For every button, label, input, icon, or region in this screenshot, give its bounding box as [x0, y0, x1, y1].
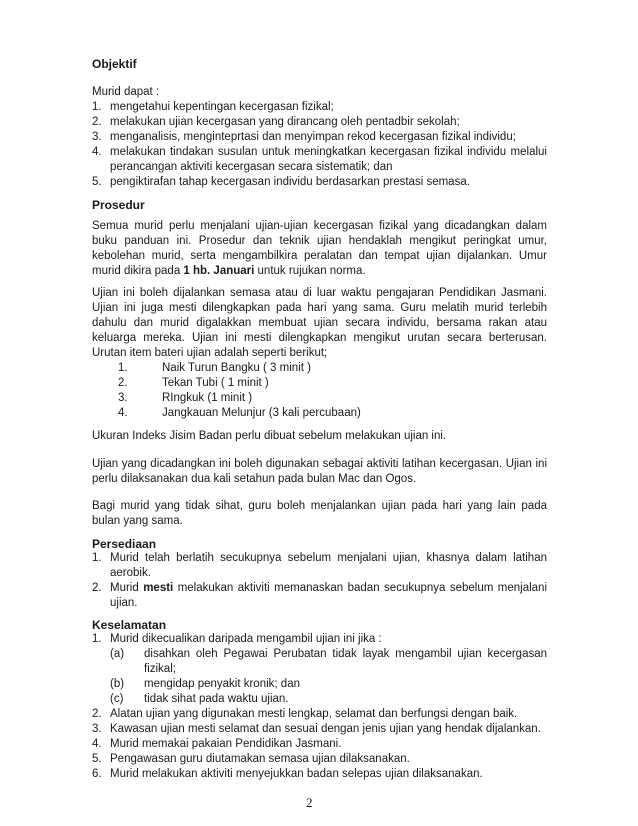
keselamatan-sub-text-cont: fizikal;: [144, 663, 176, 675]
prosedur-paragraph-line: perlu dilaksanakan dua kali setahun pada bulan Mac dan Ogos.: [92, 473, 417, 485]
keselamatan-item-number: 1.: [92, 633, 102, 645]
test-item-text: Naik Turun Bangku ( 3 minit ): [162, 362, 311, 374]
keselamatan-sub-text: tidak sihat pada waktu ujian.: [144, 693, 289, 705]
keselamatan-heading: Keselamatan: [92, 618, 167, 632]
persediaan-item-number: 2.: [92, 582, 102, 594]
objektif-item-number: 3.: [92, 131, 102, 143]
keselamatan-sub-text: disahkan oleh Pegawai Perubatan tidak layak mengambil ujian kecergasan: [144, 648, 547, 660]
keselamatan-item-text: Murid melakukan aktiviti menyejukkan badan selepas ujian dilaksanakan.: [110, 768, 483, 780]
prosedur-paragraph-line: Bagi murid yang tidak sihat, guru boleh menjalankan ujian pada hari yang lain pada: [92, 500, 547, 512]
keselamatan-item-number: 6.: [92, 768, 102, 780]
persediaan-item-number: 1.: [92, 552, 102, 564]
objektif-item-number: 4.: [92, 146, 102, 158]
prosedur-paragraph-line: dahulu dan murid digalakkan membuat ujian secara individu, bersama rakan atau: [92, 317, 547, 329]
persediaan-item-text: [110, 582, 547, 594]
prosedur-paragraph-line: Ujian ini juga mesti dilengkapkan pada hari yang sama. Guru melatih murid terlebih: [92, 302, 547, 314]
test-item-number: 4.: [118, 407, 128, 419]
persediaan-heading: Persediaan: [92, 537, 157, 551]
keselamatan-item-text: Murid dikecualikan daripada mengambil ujian ini jika :: [110, 633, 382, 645]
text-segment: murid dikira pada: [92, 265, 184, 277]
prosedur-paragraph-line: buku panduan ini. Prosedur dan teknik ujian hendaklah mengikut peringkat umur,: [92, 235, 547, 247]
prosedur-heading: Prosedur: [92, 198, 145, 212]
objektif-item-text: menganalisis, menginteprtasi dan menyimpan rekod kecergasan fizikal individu;: [110, 131, 516, 143]
test-item-number: 1.: [118, 362, 128, 374]
keselamatan-item-number: 4.: [92, 738, 102, 750]
keselamatan-item-number: 3.: [92, 723, 102, 735]
prosedur-paragraph-line: keluarga mereka. Ujian ini mesti dilengkapkan mengikut urutan secara berterusan.: [92, 332, 547, 344]
objektif-item-text: melakukan tindakan susulan untuk meningkatkan kecergasan fizikal individu melalui: [110, 146, 547, 158]
objektif-item-number: 2.: [92, 116, 102, 128]
prosedur-paragraph-line: Semua murid perlu menjalani ujian-ujian kecergasan fizikal yang dicadangkan dalam: [92, 220, 547, 232]
test-item-number: 2.: [118, 377, 128, 389]
prosedur-paragraph-line: Ukuran Indeks Jisim Badan perlu dibuat sebelum melakukan ujian ini.: [92, 430, 447, 442]
text-segment: untuk rujukan norma.: [254, 265, 366, 277]
keselamatan-sub-label: (a): [110, 648, 125, 660]
objektif-item-number: 5.: [92, 176, 102, 188]
keselamatan-item-number: 2.: [92, 708, 102, 720]
objektif-item-text: pengiktirafan tahap kecergasan individu berdasarkan prestasi semasa.: [110, 176, 470, 188]
objektif-item-text: melakukan ujian kecergasan yang dirancang oleh pentadbir sekolah;: [110, 116, 460, 128]
objektif-item-text: mengetahui kepentingan kecergasan fizikal;: [110, 101, 334, 113]
prosedur-paragraph-line: Ujian ini boleh dijalankan semasa atau di luar waktu pengajaran Pendidikan Jasmani.: [92, 287, 547, 299]
text-segment: Murid: [110, 582, 144, 594]
persediaan-item-text-cont: aerobik.: [110, 567, 151, 579]
persediaan-item-text: Murid telah berlatih secukupnya sebelum menjalani ujian, khasnya dalam latihan: [110, 552, 547, 564]
keselamatan-item-number: 5.: [92, 753, 102, 765]
page-number: 2: [306, 795, 313, 810]
test-item-text: RIngkuk (1 minit ): [162, 392, 253, 404]
prosedur-paragraph-line: [92, 265, 366, 277]
emphasis-date: 1 hb. Januari: [183, 265, 255, 277]
keselamatan-item-text: Pengawasan guru diutamakan semasa ujian dilaksanakan.: [110, 753, 410, 765]
objektif-item-number: 1.: [92, 101, 102, 113]
persediaan-item-text-cont: ujian.: [110, 597, 138, 609]
keselamatan-sub-text: mengidap penyakit kronik; dan: [144, 678, 300, 690]
objektif-heading: Objektif: [92, 57, 137, 71]
text-segment: melakukan aktiviti memanaskan badan secukupnya sebelum menjalani: [173, 582, 547, 594]
keselamatan-item-text: Murid memakai pakaian Pendidikan Jasmani.: [110, 738, 342, 750]
keselamatan-sub-label: (b): [110, 678, 125, 690]
test-item-text: Jangkauan Melunjur (3 kali percubaan): [162, 407, 361, 419]
objektif-intro: Murid dapat :: [92, 86, 160, 98]
prosedur-paragraph-line: bulan yang sama.: [92, 515, 183, 527]
keselamatan-sub-label: (c): [110, 693, 124, 705]
objektif-item-text-cont: perancangan aktiviti kecergasan secara sistematik; dan: [110, 161, 393, 173]
keselamatan-item-text: Alatan ujian yang digunakan mesti lengkap, selamat dan berfungsi dengan baik.: [110, 708, 518, 720]
prosedur-paragraph-line: Ujian yang dicadangkan ini boleh digunakan sebagai aktiviti latihan kecergasan. Ujian ini: [92, 458, 547, 470]
test-item-number: 3.: [118, 392, 128, 404]
keselamatan-item-text: Kawasan ujian mesti selamat dan sesuai dengan jenis ujian yang hendak dijalankan.: [110, 723, 541, 735]
prosedur-paragraph-line: kebolehan murid, serta mengambilkira peralatan dan tempat ujian dijalankan. Umur: [92, 250, 547, 262]
prosedur-paragraph-line: Urutan item bateri ujian adalah seperti berikut;: [92, 347, 328, 359]
test-item-text: Tekan Tubi ( 1 minit ): [162, 377, 269, 389]
emphasis-mesti: mesti: [143, 582, 174, 594]
